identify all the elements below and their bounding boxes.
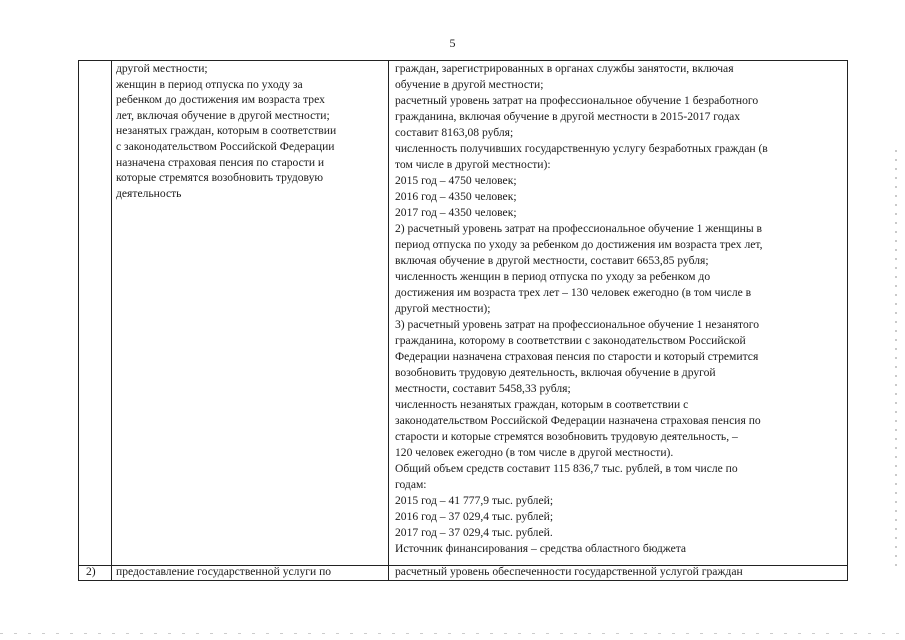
column-divider-middle — [388, 60, 389, 581]
table-border-right — [847, 60, 848, 581]
row1-right-line-15: достижения им возраста трех лет – 130 человек ежегодно (в том числе в — [395, 286, 752, 299]
row1-right-line-16: другой местности); — [395, 302, 491, 315]
row1-right-line-6: численность получивших государственную услугу безработных граждан (в — [395, 142, 768, 155]
row1-right-line-7: том числе в другой местности): — [395, 158, 551, 171]
row2-middle-text: предоставление государственной услуги по — [116, 565, 332, 578]
row1-right-line-31: Источник финансирования – средства областного бюджета — [395, 542, 687, 555]
document-table — [78, 60, 848, 581]
row1-right-line-10: 2017 год – 4350 человек; — [395, 206, 517, 219]
row1-right-line-13: включая обучение в другой местности, составит 6653,85 рубля; — [395, 254, 709, 267]
row1-middle-line-8: которые стремятся возобновить трудовую — [116, 171, 324, 185]
row1-middle-line-6: с законодательством Российской Федерации — [116, 140, 335, 153]
row1-right-line-30: 2017 год – 37 029,4 тыс. рублей. — [395, 526, 553, 539]
row1-middle-line-9: деятельность — [116, 186, 182, 200]
row1-middle-line-3: ребенком до достижения им возраста трех — [116, 93, 325, 107]
row1-right-line-19: Федерации назначена страховая пенсия по старости и который стремится — [395, 350, 759, 363]
row1-middle-line-5: незанятых граждан, которым в соответствии — [116, 124, 337, 138]
row1-middle-line-4: лет, включая обучение в другой местности; — [116, 108, 330, 122]
row1-middle-line-7: назначена страховая пенсия по старости и — [116, 155, 325, 169]
row1-right-line-21: местности, составит 5458,33 рубля; — [395, 382, 571, 395]
row1-right-line-22: численность незанятых граждан, которым в соответствии с — [395, 398, 689, 411]
row1-right-line-4: гражданина, включая обучение в другой местности в 2015-2017 годах — [395, 110, 741, 123]
row1-right-line-17: 3) расчетный уровень затрат на профессиональное обучение 1 незанятого — [395, 318, 760, 331]
row1-right-line-23: законодательством Российской Федерации назначена страховая пенсия по — [395, 414, 761, 427]
row1-right-line-8: 2015 год – 4750 человек; — [395, 174, 517, 187]
row1-right-line-12: период отпуска по уходу за ребенком до достижения им возраста трех лет, — [395, 238, 763, 251]
row1-right-line-3: расчетный уровень затрат на профессиональное обучение 1 безработного — [395, 94, 759, 107]
row1-right-line-5: составит 8163,08 рубля; — [395, 126, 514, 139]
table-border-bottom — [78, 580, 848, 581]
column-divider-number — [111, 60, 112, 581]
row1-right-line-26: Общий объем средств составит 115 836,7 тыс. рублей, в том числе по — [395, 462, 738, 475]
row2-right-text: расчетный уровень обеспеченности государственной услугой граждан — [395, 565, 743, 578]
row1-middle-line-2: женщин в период отпуска по уходу за — [116, 77, 303, 91]
row1-right-line-14: численность женщин в период отпуска по уходу за ребенком до — [395, 270, 711, 283]
row1-right-line-24: старости и которые стремятся возобновить трудовую деятельность, – — [395, 430, 738, 443]
scan-artifact-right-edge — [895, 150, 897, 570]
row1-right-line-1: граждан, зарегистрированных в органах службы занятости, включая — [395, 62, 734, 75]
row1-right-line-25: 120 человек ежегодно (в том числе в другой местности). — [395, 446, 674, 459]
row1-right-line-27: годам: — [395, 478, 427, 491]
row1-right-line-29: 2016 год – 37 029,4 тыс. рублей; — [395, 510, 554, 523]
row1-right-line-20: возобновить трудовую деятельность, включая обучение в другой — [395, 366, 716, 379]
scan-artifact-bottom-edge — [0, 633, 905, 634]
row1-right-line-11: 2) расчетный уровень затрат на профессиональное обучение 1 женщины в — [395, 222, 763, 235]
row1-right-line-9: 2016 год – 4350 человек; — [395, 190, 517, 203]
page-number: 5 — [449, 36, 456, 50]
row1-middle-line-1: другой местности; — [116, 62, 208, 75]
table-border-left — [78, 60, 79, 581]
row2-number: 2) — [86, 565, 96, 578]
row1-right-line-2: обучение в другой местности; — [395, 78, 544, 91]
row1-right-line-18: гражданина, которому в соответствии с законодательством Российской — [395, 334, 746, 347]
row1-right-line-28: 2015 год – 41 777,9 тыс. рублей; — [395, 494, 554, 507]
